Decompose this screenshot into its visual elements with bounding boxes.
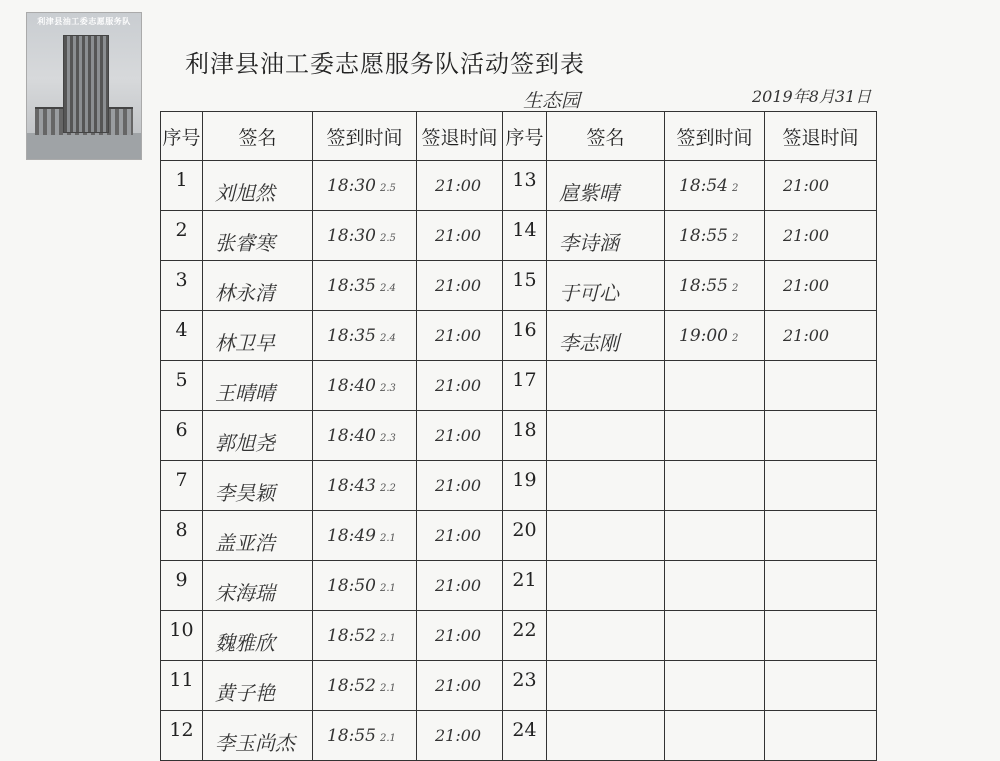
signout-time-cell (765, 461, 877, 511)
signin-time-cell-text: 18:30 (327, 225, 376, 246)
row-index (503, 411, 547, 461)
signout-time-cell (417, 561, 503, 611)
duration-note: 2 (732, 282, 739, 294)
signature-cell-text: 李诗涵 (559, 231, 619, 255)
signin-time-cell-text: 18:35 (327, 275, 376, 296)
signature-cell (203, 511, 313, 561)
signout-time-cell (765, 261, 877, 311)
table-row (161, 611, 877, 661)
signin-time-cell (313, 461, 417, 511)
signin-time-cell (313, 361, 417, 411)
signout-time-cell (765, 211, 877, 261)
signin-time-cell (313, 411, 417, 461)
signature-cell (547, 361, 665, 411)
photo-building-tower (63, 35, 109, 133)
signin-time-cell-text: 18:49 (327, 525, 376, 546)
table-row (161, 411, 877, 461)
signout-time-cell (417, 611, 503, 661)
header-row (161, 112, 877, 161)
signout-time-cell (417, 361, 503, 411)
signature-cell (203, 211, 313, 261)
signout-time-cell-text: 21:00 (783, 326, 830, 345)
row-index-text: 21 (512, 569, 537, 591)
row-index-text: 14 (512, 219, 537, 241)
signout-time-cell (417, 211, 503, 261)
signature-cell-text: 李昊颖 (215, 481, 275, 505)
signout-time-cell (765, 511, 877, 561)
header-signin-time: 签到时间 (665, 112, 765, 161)
signature-cell-text: 王晴晴 (215, 381, 275, 405)
duration-note: 2.2 (380, 482, 396, 494)
signout-time-cell (417, 411, 503, 461)
row-index (503, 611, 547, 661)
signout-time-cell-text: 21:00 (435, 176, 482, 195)
duration-note: 2.1 (380, 632, 396, 644)
signin-time-cell-text: 18:35 (327, 325, 376, 346)
row-index (161, 711, 203, 761)
signature-cell-text: 于可心 (559, 281, 619, 305)
signin-time-cell (665, 611, 765, 661)
table-row (161, 461, 877, 511)
row-index-text: 18 (512, 419, 537, 441)
signin-time-cell-text: 18:55 (679, 275, 728, 296)
duration-note: 2.4 (380, 332, 396, 344)
signin-time-cell-text: 18:43 (327, 475, 376, 496)
row-index (161, 411, 203, 461)
signature-cell-text: 李玉尚杰 (215, 731, 295, 755)
signout-time-cell (765, 411, 877, 461)
signout-time-cell-text: 21:00 (435, 576, 482, 595)
header-signin-time: 签到时间 (313, 112, 417, 161)
signin-time-cell (665, 261, 765, 311)
signout-time-cell-text: 21:00 (435, 676, 482, 695)
signout-time-cell (765, 661, 877, 711)
signout-time-cell (417, 311, 503, 361)
row-index-text: 15 (512, 269, 537, 291)
signature-cell (203, 361, 313, 411)
table-row (161, 661, 877, 711)
signout-time-cell-text: 21:00 (435, 526, 482, 545)
row-index-text: 23 (512, 669, 537, 691)
duration-note: 2.3 (380, 432, 396, 444)
signature-cell (547, 261, 665, 311)
signin-time-cell-text: 18:52 (327, 675, 376, 696)
signout-time-cell (417, 161, 503, 211)
duration-note: 2.4 (380, 282, 396, 294)
signature-cell-text: 宋海瑞 (215, 581, 275, 605)
building-photo (26, 12, 142, 160)
row-index-text: 13 (512, 169, 537, 191)
row-index (503, 261, 547, 311)
photo-caption: 利津县油工委志愿服务队 (37, 17, 131, 26)
signature-cell-text: 刘旭然 (215, 181, 275, 205)
header-index: 序号 (161, 112, 203, 161)
row-index-text: 19 (512, 469, 537, 491)
signin-time-cell (313, 261, 417, 311)
signature-cell-text: 郭旭尧 (215, 431, 275, 455)
row-index-text: 8 (175, 519, 188, 541)
signin-time-cell (665, 661, 765, 711)
row-index (161, 661, 203, 711)
page-title: 利津县油工委志愿服务队活动签到表 (185, 50, 585, 78)
row-index (161, 211, 203, 261)
row-index (503, 311, 547, 361)
row-index-text: 24 (512, 719, 537, 741)
duration-note: 2 (732, 232, 739, 244)
signin-time-cell (313, 211, 417, 261)
signin-time-cell-text: 18:55 (679, 225, 728, 246)
signin-time-cell (665, 361, 765, 411)
signin-time-cell-text: 18:30 (327, 175, 376, 196)
row-index-text: 7 (175, 469, 188, 491)
signout-time-cell (417, 511, 503, 561)
signin-time-cell-text: 19:00 (679, 325, 728, 346)
signin-time-cell (665, 511, 765, 561)
signin-time-cell (313, 161, 417, 211)
signin-time-cell-text: 18:40 (327, 425, 376, 446)
signature-cell (547, 711, 665, 761)
row-index (161, 511, 203, 561)
row-index (161, 161, 203, 211)
signin-time-cell (665, 561, 765, 611)
signin-time-cell (313, 561, 417, 611)
signature-cell-text: 林卫早 (215, 331, 275, 355)
row-index-text: 5 (175, 369, 188, 391)
signout-time-cell (417, 261, 503, 311)
signin-time-cell (313, 711, 417, 761)
signout-time-cell-text: 21:00 (435, 276, 482, 295)
row-index (161, 561, 203, 611)
row-index-text: 17 (512, 369, 537, 391)
duration-note: 2.1 (380, 582, 396, 594)
signin-time-cell (665, 711, 765, 761)
signout-time-cell-text: 21:00 (435, 326, 482, 345)
signin-time-cell (313, 661, 417, 711)
signature-cell (203, 311, 313, 361)
signin-time-cell-text: 18:54 (679, 175, 728, 196)
signature-cell (547, 161, 665, 211)
signature-cell (547, 511, 665, 561)
duration-note: 2.1 (380, 682, 396, 694)
signout-time-cell-text: 21:00 (435, 476, 482, 495)
header-signout-time: 签退时间 (765, 112, 877, 161)
activity-location: 生态园 (523, 90, 581, 112)
duration-note: 2 (732, 332, 739, 344)
row-index (161, 611, 203, 661)
signin-time-cell-text: 18:52 (327, 625, 376, 646)
row-index (161, 261, 203, 311)
signout-time-cell (417, 461, 503, 511)
duration-note: 2.1 (380, 532, 396, 544)
photo-ground (27, 133, 141, 159)
signin-time-cell (665, 311, 765, 361)
row-index (503, 511, 547, 561)
row-index-text: 6 (175, 419, 188, 441)
signout-time-cell (765, 161, 877, 211)
row-index (503, 561, 547, 611)
duration-note: 2.1 (380, 732, 396, 744)
signin-time-cell-text: 18:55 (327, 725, 376, 746)
table-row (161, 311, 877, 361)
table-row (161, 511, 877, 561)
signout-time-cell (765, 711, 877, 761)
table-row (161, 211, 877, 261)
signature-cell (203, 461, 313, 511)
row-index-text: 3 (175, 269, 188, 291)
table-row (161, 261, 877, 311)
signout-time-cell-text: 21:00 (435, 626, 482, 645)
signout-time-cell-text: 21:00 (435, 226, 482, 245)
signature-cell (547, 411, 665, 461)
signout-time-cell-text: 21:00 (435, 726, 482, 745)
signature-cell (547, 211, 665, 261)
row-index-text: 16 (512, 319, 537, 341)
row-index-text: 2 (175, 219, 188, 241)
row-index (161, 361, 203, 411)
signature-cell (203, 411, 313, 461)
signature-cell-text: 张睿寒 (215, 231, 275, 255)
row-index-text: 12 (169, 719, 194, 741)
activity-date: 2019年8月31日 (752, 87, 872, 106)
row-index-text: 11 (169, 669, 194, 691)
signature-cell (547, 461, 665, 511)
row-index (503, 161, 547, 211)
row-index (161, 311, 203, 361)
signin-table (160, 111, 877, 761)
signin-time-cell (665, 161, 765, 211)
signout-time-cell (417, 711, 503, 761)
row-index-text: 10 (169, 619, 194, 641)
signature-cell (203, 561, 313, 611)
table-row (161, 361, 877, 411)
header-signature: 签名 (547, 112, 665, 161)
signature-cell-text: 扈紫晴 (559, 181, 619, 205)
signature-cell (547, 311, 665, 361)
signout-time-cell (765, 561, 877, 611)
duration-note: 2.5 (380, 182, 396, 194)
signature-cell-text: 魏雅欣 (215, 631, 275, 655)
row-index (503, 461, 547, 511)
row-index (503, 361, 547, 411)
signin-time-cell-text: 18:40 (327, 375, 376, 396)
row-index (503, 661, 547, 711)
row-index-text: 9 (175, 569, 188, 591)
signout-time-cell-text: 21:00 (783, 276, 830, 295)
row-index (503, 711, 547, 761)
signature-cell (203, 661, 313, 711)
row-index-text: 4 (175, 319, 188, 341)
header-signature: 签名 (203, 112, 313, 161)
signin-time-cell-text: 18:50 (327, 575, 376, 596)
signature-cell (547, 661, 665, 711)
signout-time-cell-text: 21:00 (783, 176, 830, 195)
row-index (161, 461, 203, 511)
row-index-text: 20 (512, 519, 537, 541)
row-index-text: 1 (175, 169, 188, 191)
signout-time-cell-text: 21:00 (783, 226, 830, 245)
table-row (161, 561, 877, 611)
header-index: 序号 (503, 112, 547, 161)
row-index-text: 22 (512, 619, 537, 641)
signature-cell (203, 161, 313, 211)
signin-time-cell (313, 611, 417, 661)
duration-note: 2 (732, 182, 739, 194)
signin-time-cell (665, 461, 765, 511)
signature-cell (203, 711, 313, 761)
signature-cell (203, 611, 313, 661)
signout-time-cell (765, 611, 877, 661)
duration-note: 2.3 (380, 382, 396, 394)
signature-cell-text: 李志刚 (559, 331, 619, 355)
signout-time-cell (765, 311, 877, 361)
signature-cell-text: 林永清 (215, 281, 275, 305)
table-row (161, 711, 877, 761)
table-row (161, 161, 877, 211)
signature-cell (203, 261, 313, 311)
signout-time-cell (765, 361, 877, 411)
signout-time-cell-text: 21:00 (435, 426, 482, 445)
signature-cell-text: 盖亚浩 (215, 531, 275, 555)
signature-cell (547, 561, 665, 611)
signin-time-cell (665, 211, 765, 261)
header-signout-time: 签退时间 (417, 112, 503, 161)
signin-time-cell (313, 311, 417, 361)
row-index (503, 211, 547, 261)
signout-time-cell (417, 661, 503, 711)
signin-time-cell (313, 511, 417, 561)
signature-cell (547, 611, 665, 661)
signin-time-cell (665, 411, 765, 461)
signout-time-cell-text: 21:00 (435, 376, 482, 395)
duration-note: 2.5 (380, 232, 396, 244)
signature-cell-text: 黄子艳 (215, 681, 275, 705)
